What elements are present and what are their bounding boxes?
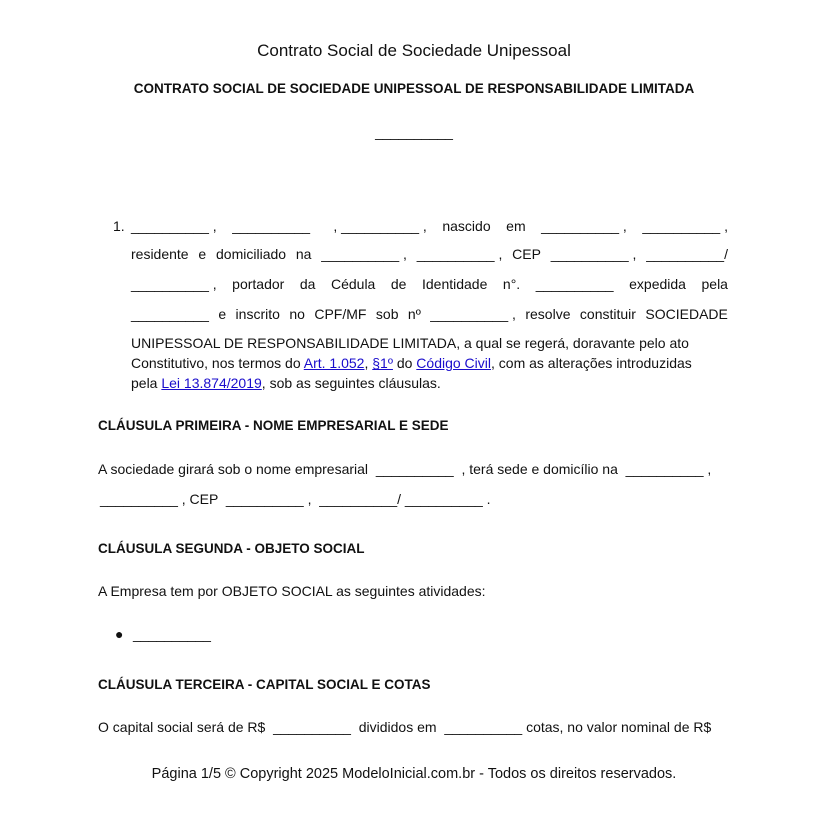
word: __________ [535, 276, 614, 292]
word: pela [701, 276, 728, 292]
link-codigo-civil[interactable]: Código Civil [416, 355, 491, 371]
word: residente [131, 246, 189, 262]
link-lei-13874[interactable]: Lei 13.874/2019 [161, 375, 262, 391]
word: expedida [629, 276, 686, 292]
word: __________ , [131, 276, 217, 292]
text: , sob as seguintes cláusulas. [261, 375, 441, 391]
word: SOCIEDADE [645, 306, 728, 322]
word: inscrito [235, 306, 280, 322]
word: __________ , [642, 218, 728, 234]
word: resolve [525, 306, 571, 322]
word: CPF/MF [314, 306, 367, 322]
bullet-item: __________ [133, 626, 211, 642]
page-header-title: Contrato Social de Sociedade Unipessoal [257, 41, 571, 60]
clause3-text: O capital social será de R$ __________ divididos em __________ cotas, no valor nominal de R$ [98, 719, 712, 735]
word: nº [407, 306, 421, 322]
word: UNIPESSOAL DE RESPONSABILIDADE LIMITADA, a qual se regerá, doravante pelo ato [131, 335, 689, 351]
word: no [289, 306, 305, 322]
word: __________/ [646, 246, 728, 262]
page-footer: Página 1/5 © Copyright 2025 ModeloInicial.com.br - Todos os direitos reservados. [151, 766, 677, 782]
document-title: CONTRATO SOCIAL DE SOCIEDADE UNIPESSOAL DE RESPONSABILIDADE LIMITADA [133, 81, 695, 96]
word: sob [375, 306, 399, 322]
word: da [299, 276, 316, 292]
word: domiciliado [216, 246, 287, 262]
text: pela [131, 375, 162, 391]
word: na [295, 246, 312, 262]
word: e [218, 306, 227, 322]
word: Cédula [330, 276, 376, 292]
clause2-heading: CLÁUSULA SEGUNDA - OBJETO SOCIAL [98, 541, 365, 556]
clause1-line2: __________ , CEP __________ , __________/ __________ . [100, 491, 491, 507]
word: n°. [502, 276, 521, 292]
word: portador [232, 276, 285, 292]
word: __________ , [430, 306, 516, 322]
word: constituir [579, 306, 636, 322]
bullet-icon: ● [115, 626, 124, 642]
text: , com as alterações introduzidas [491, 355, 692, 371]
word: __________ [232, 218, 311, 234]
word: __________ , [550, 246, 637, 262]
word: __________ [131, 306, 209, 322]
item1-line-2 [131, 246, 728, 262]
item1-line-4 [131, 306, 728, 322]
word: e [198, 246, 207, 262]
item1-line6 [131, 355, 728, 371]
clause2-text: A Empresa tem por OBJETO SOCIAL as seguintes atividades: [98, 583, 486, 599]
word: de [390, 276, 407, 292]
word: Identidade [421, 276, 488, 292]
clause1-line1: A sociedade girará sob o nome empresarial __________ , terá sede e domicílio na __________ , [98, 461, 712, 477]
list-number: 1. [113, 218, 125, 234]
text: do [392, 355, 417, 371]
link-paragrafo-1[interactable]: §1º [372, 355, 393, 371]
word: __________ , [131, 218, 217, 234]
item1-line-5 [131, 335, 728, 351]
item1-line-1 [131, 218, 728, 234]
link-art-1052[interactable]: Art. 1.052 [303, 355, 365, 371]
word: __________ , [321, 246, 407, 262]
item1-line7 [131, 375, 441, 391]
word: __________ , [541, 218, 627, 234]
text: , [364, 355, 373, 371]
text: Constitutivo, nos termos do [131, 355, 304, 371]
title-blank: __________ [375, 124, 453, 140]
word: em [506, 218, 526, 234]
clause3-heading: CLÁUSULA TERCEIRA - CAPITAL SOCIAL E COTAS [98, 677, 431, 692]
word: nascido [442, 218, 491, 234]
word: CEP [512, 246, 541, 262]
item1-line-3 [131, 276, 728, 292]
word: , __________ , [325, 218, 427, 234]
word: __________ , [416, 246, 503, 262]
clause1-heading: CLÁUSULA PRIMEIRA - NOME EMPRESARIAL E SEDE [98, 418, 449, 433]
